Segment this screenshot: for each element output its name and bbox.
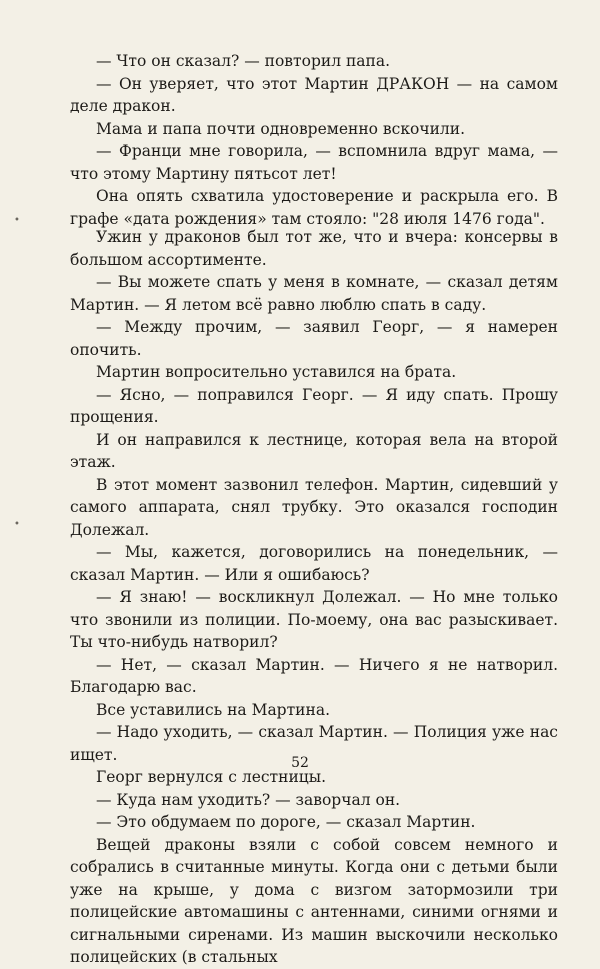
paragraph: И он направился к лестнице, которая вела на второй этаж. <box>70 430 558 471</box>
margin-dot: • <box>14 215 20 226</box>
paragraph: Все уставились на Мартина. <box>96 700 331 719</box>
paragraph: Ужин у драконов был тот же, что и вчера: консервы в большом ассортименте. <box>70 228 558 269</box>
paragraph: — Франци мне говорила, — вспомнила вдруг мама, — что этому Мартину пятьсот лет! <box>70 142 558 183</box>
paragraph: — Нет, — сказал Мартин. — Ничего я не натворил. Благодарю вас. <box>70 655 558 696</box>
paragraph: Мартин вопросительно уставился на брата. <box>96 363 457 381</box>
paragraph: Мама и папа почти одновременно вскочили. <box>96 119 466 138</box>
paragraph: Она опять схватила удостоверение и раскрыла его. В графе «дата рождения» там стояло: "28 июля 1476 года". <box>70 187 558 228</box>
paragraph: — Мы, кажется, договорились на понедельник, — сказал Мартин. — Или я ошибаюсь? <box>70 543 558 584</box>
paragraph: — Я знаю! — воскликнул Долежал. — Но мне только что звонили из полиции. По-моему, она вас разыскивает. Ты что-нибудь натворил? <box>70 588 558 651</box>
paragraph: — Вы можете спать у меня в комнате, — сказал детям Мартин. — Я летом всё равно люблю спать в саду. <box>70 273 558 314</box>
paragraph: — Надо уходить, — сказал Мартин. — Полиция уже нас ищет. <box>70 723 558 764</box>
top-text-block <box>70 50 558 230</box>
main-text-block <box>70 226 558 969</box>
paragraph: — Между прочим, — заявил Георг, — я намерен опочить. <box>70 318 558 359</box>
margin-dot: • <box>14 519 20 530</box>
paragraph: — Это обдумаем по дороге, — сказал Мартин. <box>96 813 476 831</box>
paragraph: — Куда нам уходить? — заворчал он. <box>96 790 401 809</box>
paragraph: — Что он сказал? — повторил папа. <box>96 52 391 70</box>
paragraph: Вещей драконы взяли с собой совсем немного и собрались в считанные минуты. Когда они с детьми были уже на крыше, у дома с визгом затормозили три полицейские автомашины с антеннами, синими огнями и сигнальными сиренами. Из машин выскочили несколько полицейских (в стальных <box>70 835 558 966</box>
paragraph: — Он уверяет, что этот Мартин ДРАКОН — на самом деле дракон. <box>70 74 558 115</box>
paragraph: — Ясно, — поправился Георг. — Я иду спать. Прошу прощения. <box>70 385 558 426</box>
paragraph: В этот момент зазвонил телефон. Мартин, сидевший у самого аппарата, снял трубку. Это оказался господин Долежал. <box>70 475 558 539</box>
paragraph: Георг вернулся с лестницы. <box>96 768 327 786</box>
page-number: 52 <box>291 755 309 771</box>
